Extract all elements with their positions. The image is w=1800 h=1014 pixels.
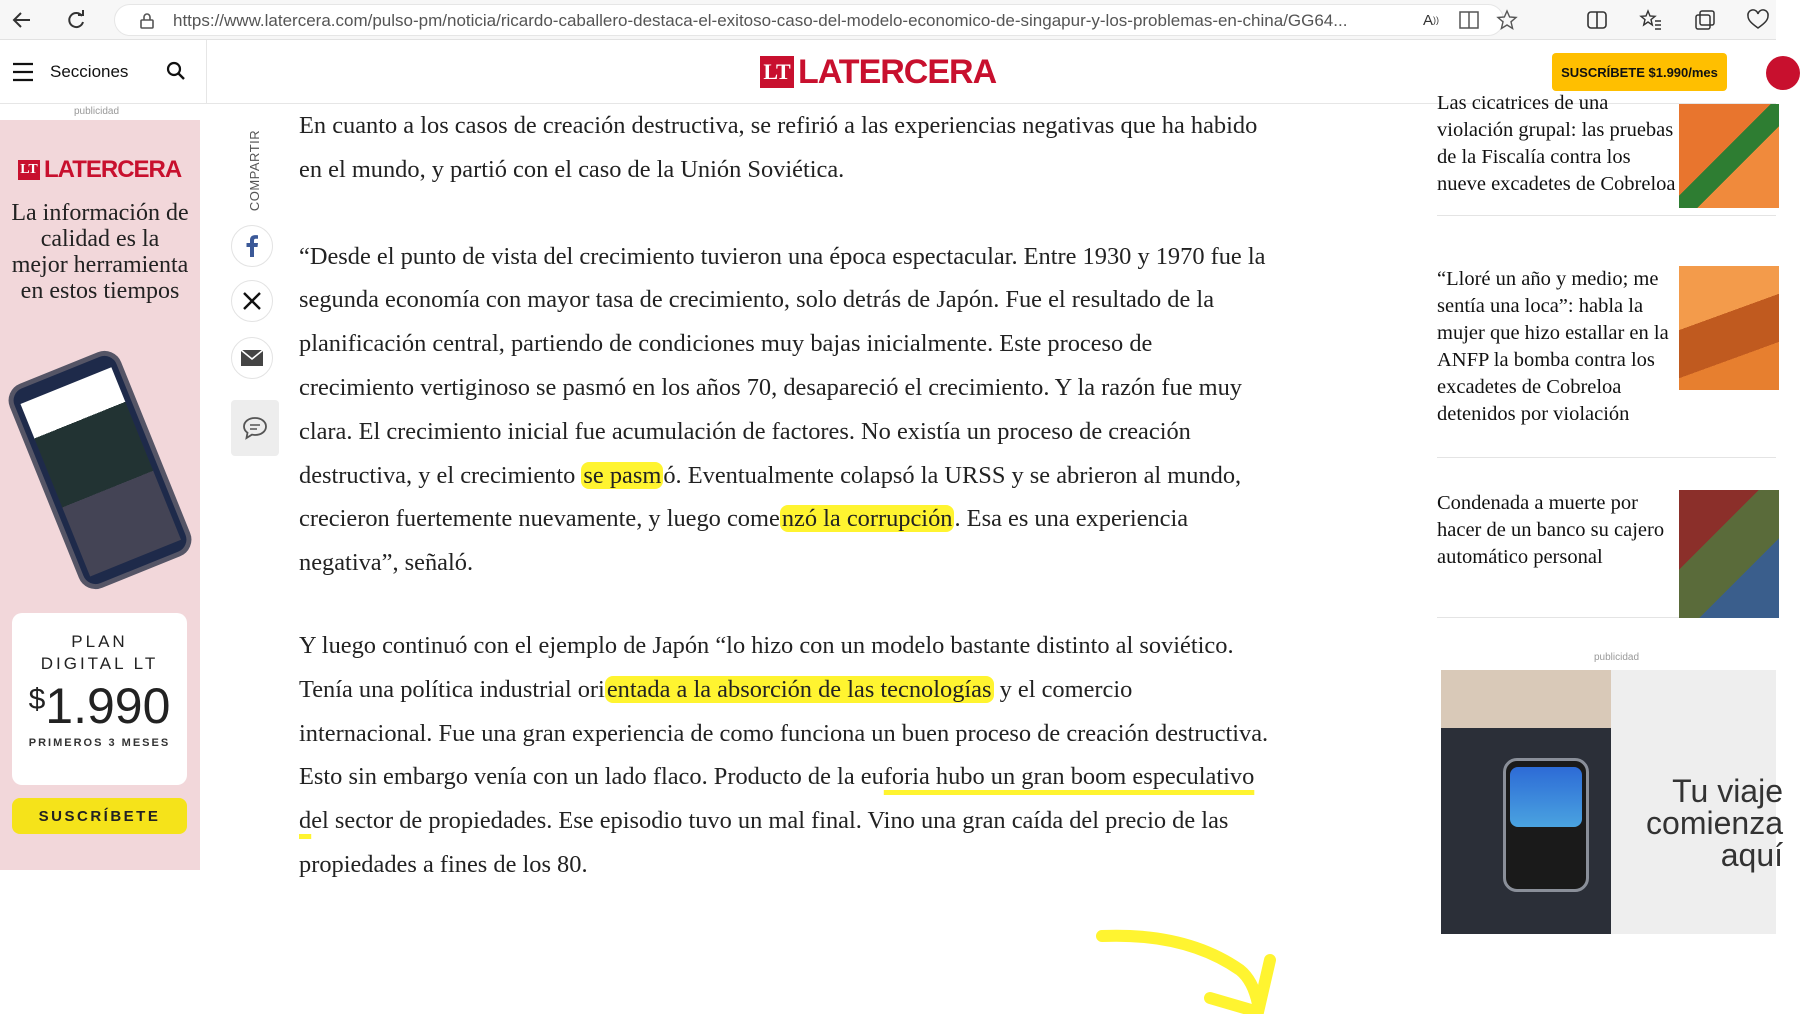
hamburger-menu-icon[interactable] (12, 62, 34, 87)
ad-phone-in-pocket-image (1503, 758, 1589, 892)
read-aloud-icon[interactable]: A )) (1422, 11, 1439, 29)
plan-subtitle: PRIMEROS 3 MESES (28, 737, 171, 749)
reader-view-icon[interactable] (1455, 6, 1483, 34)
ad-logo-box: LT (18, 160, 40, 180)
ad-headline: Tu viaje comienza aquí (1646, 773, 1783, 873)
ad-tagline: La información de calidad es la mejor herramienta en estos tiempos (11, 200, 189, 304)
sidebar-news-title[interactable]: Condenada a muerte por hacer de un banco su cajero automático personal (1437, 492, 1665, 568)
sidebar-news-thumbnail[interactable] (1679, 266, 1779, 390)
facebook-share-icon[interactable] (231, 225, 273, 267)
split-screen-icon[interactable] (1583, 6, 1611, 34)
plan-card (12, 613, 187, 785)
header-divider (206, 40, 207, 104)
annotation-arrow-icon (1090, 920, 1290, 1014)
browser-toolbar (0, 0, 1776, 40)
comments-button[interactable] (231, 400, 279, 456)
search-icon[interactable] (166, 61, 186, 86)
favorite-star-icon[interactable] (1493, 6, 1521, 34)
logo-word: LATERCERA (798, 52, 997, 91)
email-share-icon[interactable] (231, 337, 273, 379)
browser-essentials-icon[interactable] (1744, 6, 1772, 34)
user-avatar[interactable] (1766, 56, 1800, 90)
plan-price (12, 675, 187, 737)
back-arrow-icon[interactable] (8, 6, 36, 34)
reload-icon[interactable] (62, 6, 90, 34)
sidebar-news-item[interactable] (1437, 490, 1776, 618)
collections-icon[interactable] (1691, 6, 1719, 34)
sections-menu-label[interactable]: Secciones (50, 62, 129, 81)
subscribe-button[interactable]: SUSCRÍBETE $1.990/mes (1552, 53, 1727, 91)
logo-box: LT (760, 56, 794, 88)
sidebar-news-item[interactable] (1437, 90, 1776, 216)
underline-boom-especulativo: foria hubo un gran boom especulativo d (299, 763, 1255, 835)
ad-subscribe-button[interactable]: SUSCRÍBETE (12, 798, 187, 834)
plan-currency: $ (28, 683, 46, 716)
right-ad-banner[interactable] (1441, 670, 1783, 934)
ad-label: publicidad (1594, 652, 1640, 663)
ad-label: publicidad (74, 106, 120, 117)
sidebar-news-title[interactable]: “Lloré un año y medio; me sentía una loca”: habla la mujer que hizo estallar en la ANFP la bomba contra los excadetes de Cobreloa detenidos por violación (1437, 268, 1669, 425)
share-label: COMPARTIR (247, 129, 263, 211)
left-ad-banner[interactable] (0, 120, 200, 870)
favorites-list-icon[interactable] (1637, 6, 1665, 34)
plan-price-value: 1.990 (45, 678, 171, 734)
paragraph-1: En cuanto a los casos de creación destructiva, se refirió a las experiencias negativas que ha habido en el mundo, y partió con el caso de la Unión Soviética. (299, 112, 1258, 183)
article-body (299, 104, 1269, 926)
highlight-tecnologias: entada a la absorción de las tecnologías (606, 675, 992, 703)
ad-phone-image (3, 346, 197, 595)
ad-logo-word: LATERCERA (44, 156, 182, 183)
site-logo[interactable] (760, 54, 996, 90)
address-bar[interactable] (114, 4, 1504, 36)
sidebar-news-thumbnail[interactable] (1679, 104, 1779, 208)
ad-logo (18, 156, 181, 184)
lock-icon[interactable] (133, 7, 161, 35)
paragraph-2: “Desde el punto de vista del crecimiento tuvieron una época espectacular. Entre 1930 y 1970 fue la segunda economía con mayor tasa de crecimiento, solo detrás de Japón. Fue el resultado de la planificación central, partiendo de condiciones muy bajas inicialmente. Este proceso de crecimiento vertiginoso se pasmó en los años 70, desapareció el crecimiento. Y la razón fue muy clara. El crecimiento inicial fue acumulación de factores. No existía un proceso de creación destructiva, y el crecimiento se pasmó. Eventualmente colapsó la URSS y se abrieron al mundo, crecieron fuertemente nuevamente, y luego comenzó la corrupción. Esa es una experiencia negativa”, señaló. (299, 242, 1266, 577)
sidebar-news-thumbnail[interactable] (1679, 490, 1779, 618)
x-share-icon[interactable] (231, 280, 273, 322)
sidebar-news-item[interactable] (1437, 258, 1776, 458)
comment-icon (242, 416, 268, 440)
url-text[interactable]: https://www.latercera.com/pulso-pm/noticia/ricardo-caballero-destaca-el-exitoso-caso-del-modelo-economico-de-singapur-y-los-problemas-en-china/GG64... (173, 11, 1348, 30)
highlight-corrupcion: nzó la corrupción (781, 505, 953, 533)
sidebar-news-title[interactable]: Las cicatrices de una violación grupal: las pruebas de la Fiscalía contra los nueve excadetes de Cobreloa (1437, 92, 1676, 195)
plan-title-line2: DIGITAL LT (40, 654, 159, 673)
highlight-se-pasmo: se pasm (583, 461, 662, 489)
paragraph-3: Y luego continuó con el ejemplo de Japón “lo hizo con un modelo bastante distinto al soviético. Tenía una política industrial orientada a la absorción de las tecnologías y el comercio internacional. Fue una gran experiencia de como funciona un buen proceso de creación destructiva. Esto sin embargo venía con un lado flaco. Producto de la euforia hubo un gran boom especulativo del sector de propiedades. Ese episodio tuvo un mal final. Vino una gran caída del precio de las propiedades a fines de los 80. (299, 631, 1269, 878)
plan-title-line1: PLAN (71, 632, 128, 651)
